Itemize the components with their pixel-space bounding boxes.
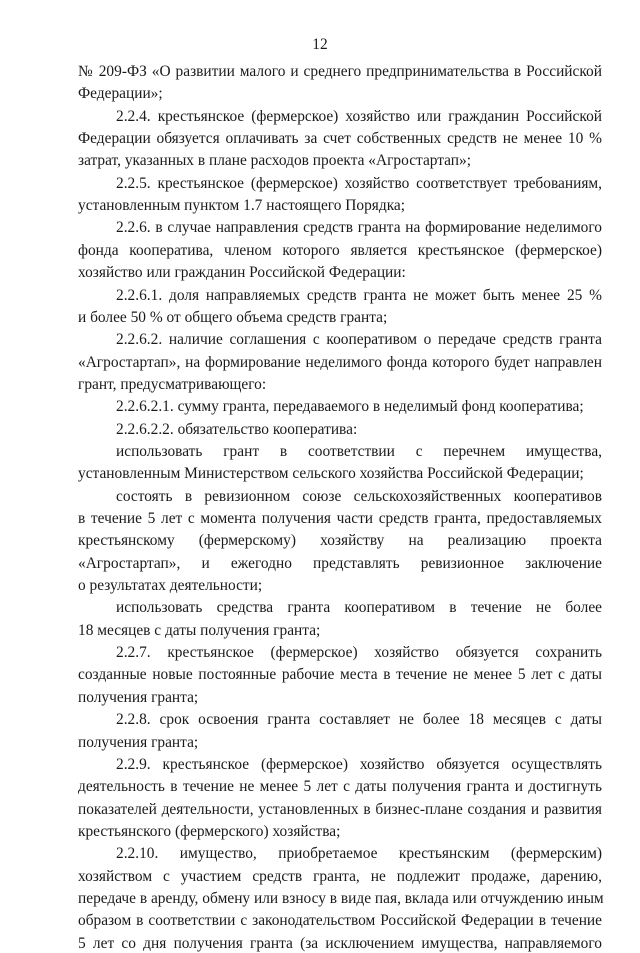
text-line: передаче в аренду, обмену или взносу в виде пая, вклада или отчуждению иным xyxy=(78,889,604,907)
text-line: фонда кооператива, членом которого является крестьянское (фермерское) xyxy=(78,241,602,259)
text-line: 2.2.9. крестьянское (фермерское) хозяйство обязуется осуществлять xyxy=(116,755,602,773)
text-line: и более 50 % от общего объема средств гранта; xyxy=(78,308,388,326)
text-line: 2.2.5. крестьянское (фермерское) хозяйство соответствует требованиям, xyxy=(116,174,602,192)
text-line: Федерации»; xyxy=(78,85,163,103)
text-line: 2.2.6.2.1. сумму гранта, передаваемого в неделимый фонд кооператива; xyxy=(116,398,584,416)
text-line: затрат, указанных в плане расходов проекта «Агростартап»; xyxy=(78,152,472,170)
text-line: получения гранта; xyxy=(78,688,199,706)
text-line: «Агростартап», на формирование неделимого фонда которого будет направлен xyxy=(78,353,602,371)
text-line: показателей деятельности, установленных в бизнес-плане создания и развития xyxy=(78,800,602,818)
text-line: деятельность в течение не менее 5 лет с даты получения гранта и достигнуть xyxy=(78,778,602,796)
text-line: 2.2.7. крестьянское (фермерское) хозяйство обязуется сохранить xyxy=(116,644,602,662)
text-line: 2.2.6. в случае направления средств гранта на формирование неделимого xyxy=(116,219,602,237)
text-line: 2.2.4. крестьянское (фермерское) хозяйство или гражданин Российской xyxy=(116,107,602,125)
text-line: 2.2.6.1. доля направляемых средств гранта не может быть менее 25 % xyxy=(116,286,602,304)
text-line: 2.2.10. имущество, приобретаемое крестьянским (фермерским) xyxy=(116,845,602,863)
text-line: созданные новые постоянные рабочие места в течение не менее 5 лет с даты xyxy=(78,666,602,684)
text-line: 2.2.6.2.2. обязательство кооператива: xyxy=(116,420,358,438)
text-line: хозяйство или гражданин Российской Федерации: xyxy=(78,264,406,282)
text-line: о результатах деятельности; xyxy=(78,577,263,595)
text-line: 18 месяцев с даты получения гранта; xyxy=(78,621,321,639)
text-line: № 209-ФЗ «О развитии малого и среднего предпринимательства в Российской xyxy=(78,63,602,80)
text-line: крестьянскому (фермерскому) хозяйству на реализацию проекта xyxy=(78,532,602,550)
text-line: 2.2.6.2. наличие соглашения с кооперативом о передаче средств гранта xyxy=(116,331,602,349)
text-line: «Агростартап», и ежегодно представлять ревизионное заключение xyxy=(78,554,602,572)
text-line: установленным Министерством сельского хозяйства Российской Федерации; xyxy=(78,465,584,483)
text-line: хозяйством с участием средств гранта, не подлежит продаже, дарению, xyxy=(78,867,602,885)
text-line: получения гранта; xyxy=(78,733,199,751)
text-line: грант, предусматривающего: xyxy=(78,375,267,393)
text-line: использовать средства гранта кооперативом в течение не более xyxy=(116,599,602,617)
text-line: установленным пунктом 1.7 настоящего Порядка; xyxy=(78,197,406,215)
text-line: 2.2.8. срок освоения гранта составляет не более 18 месяцев с даты xyxy=(116,711,602,729)
text-line: 5 лет со дня получения гранта (за исключением имущества, направляемого xyxy=(78,934,602,952)
text-line: Федерации обязуется оплачивать за счет собственных средств не менее 10 % xyxy=(78,130,602,148)
text-line: образом в соответствии с законодательством Российской Федерации в течение xyxy=(78,912,602,930)
text-line: использовать грант в соответствии с перечнем имущества, xyxy=(116,442,602,460)
text-line: состоять в ревизионном союзе сельскохозяйственных кооперативов xyxy=(116,487,602,505)
page-number: 12 xyxy=(312,36,328,53)
text-line: крестьянского (фермерского) хозяйства; xyxy=(78,822,341,840)
text-line: в течение 5 лет с момента получения части средств гранта, предоставляемых xyxy=(78,510,602,527)
